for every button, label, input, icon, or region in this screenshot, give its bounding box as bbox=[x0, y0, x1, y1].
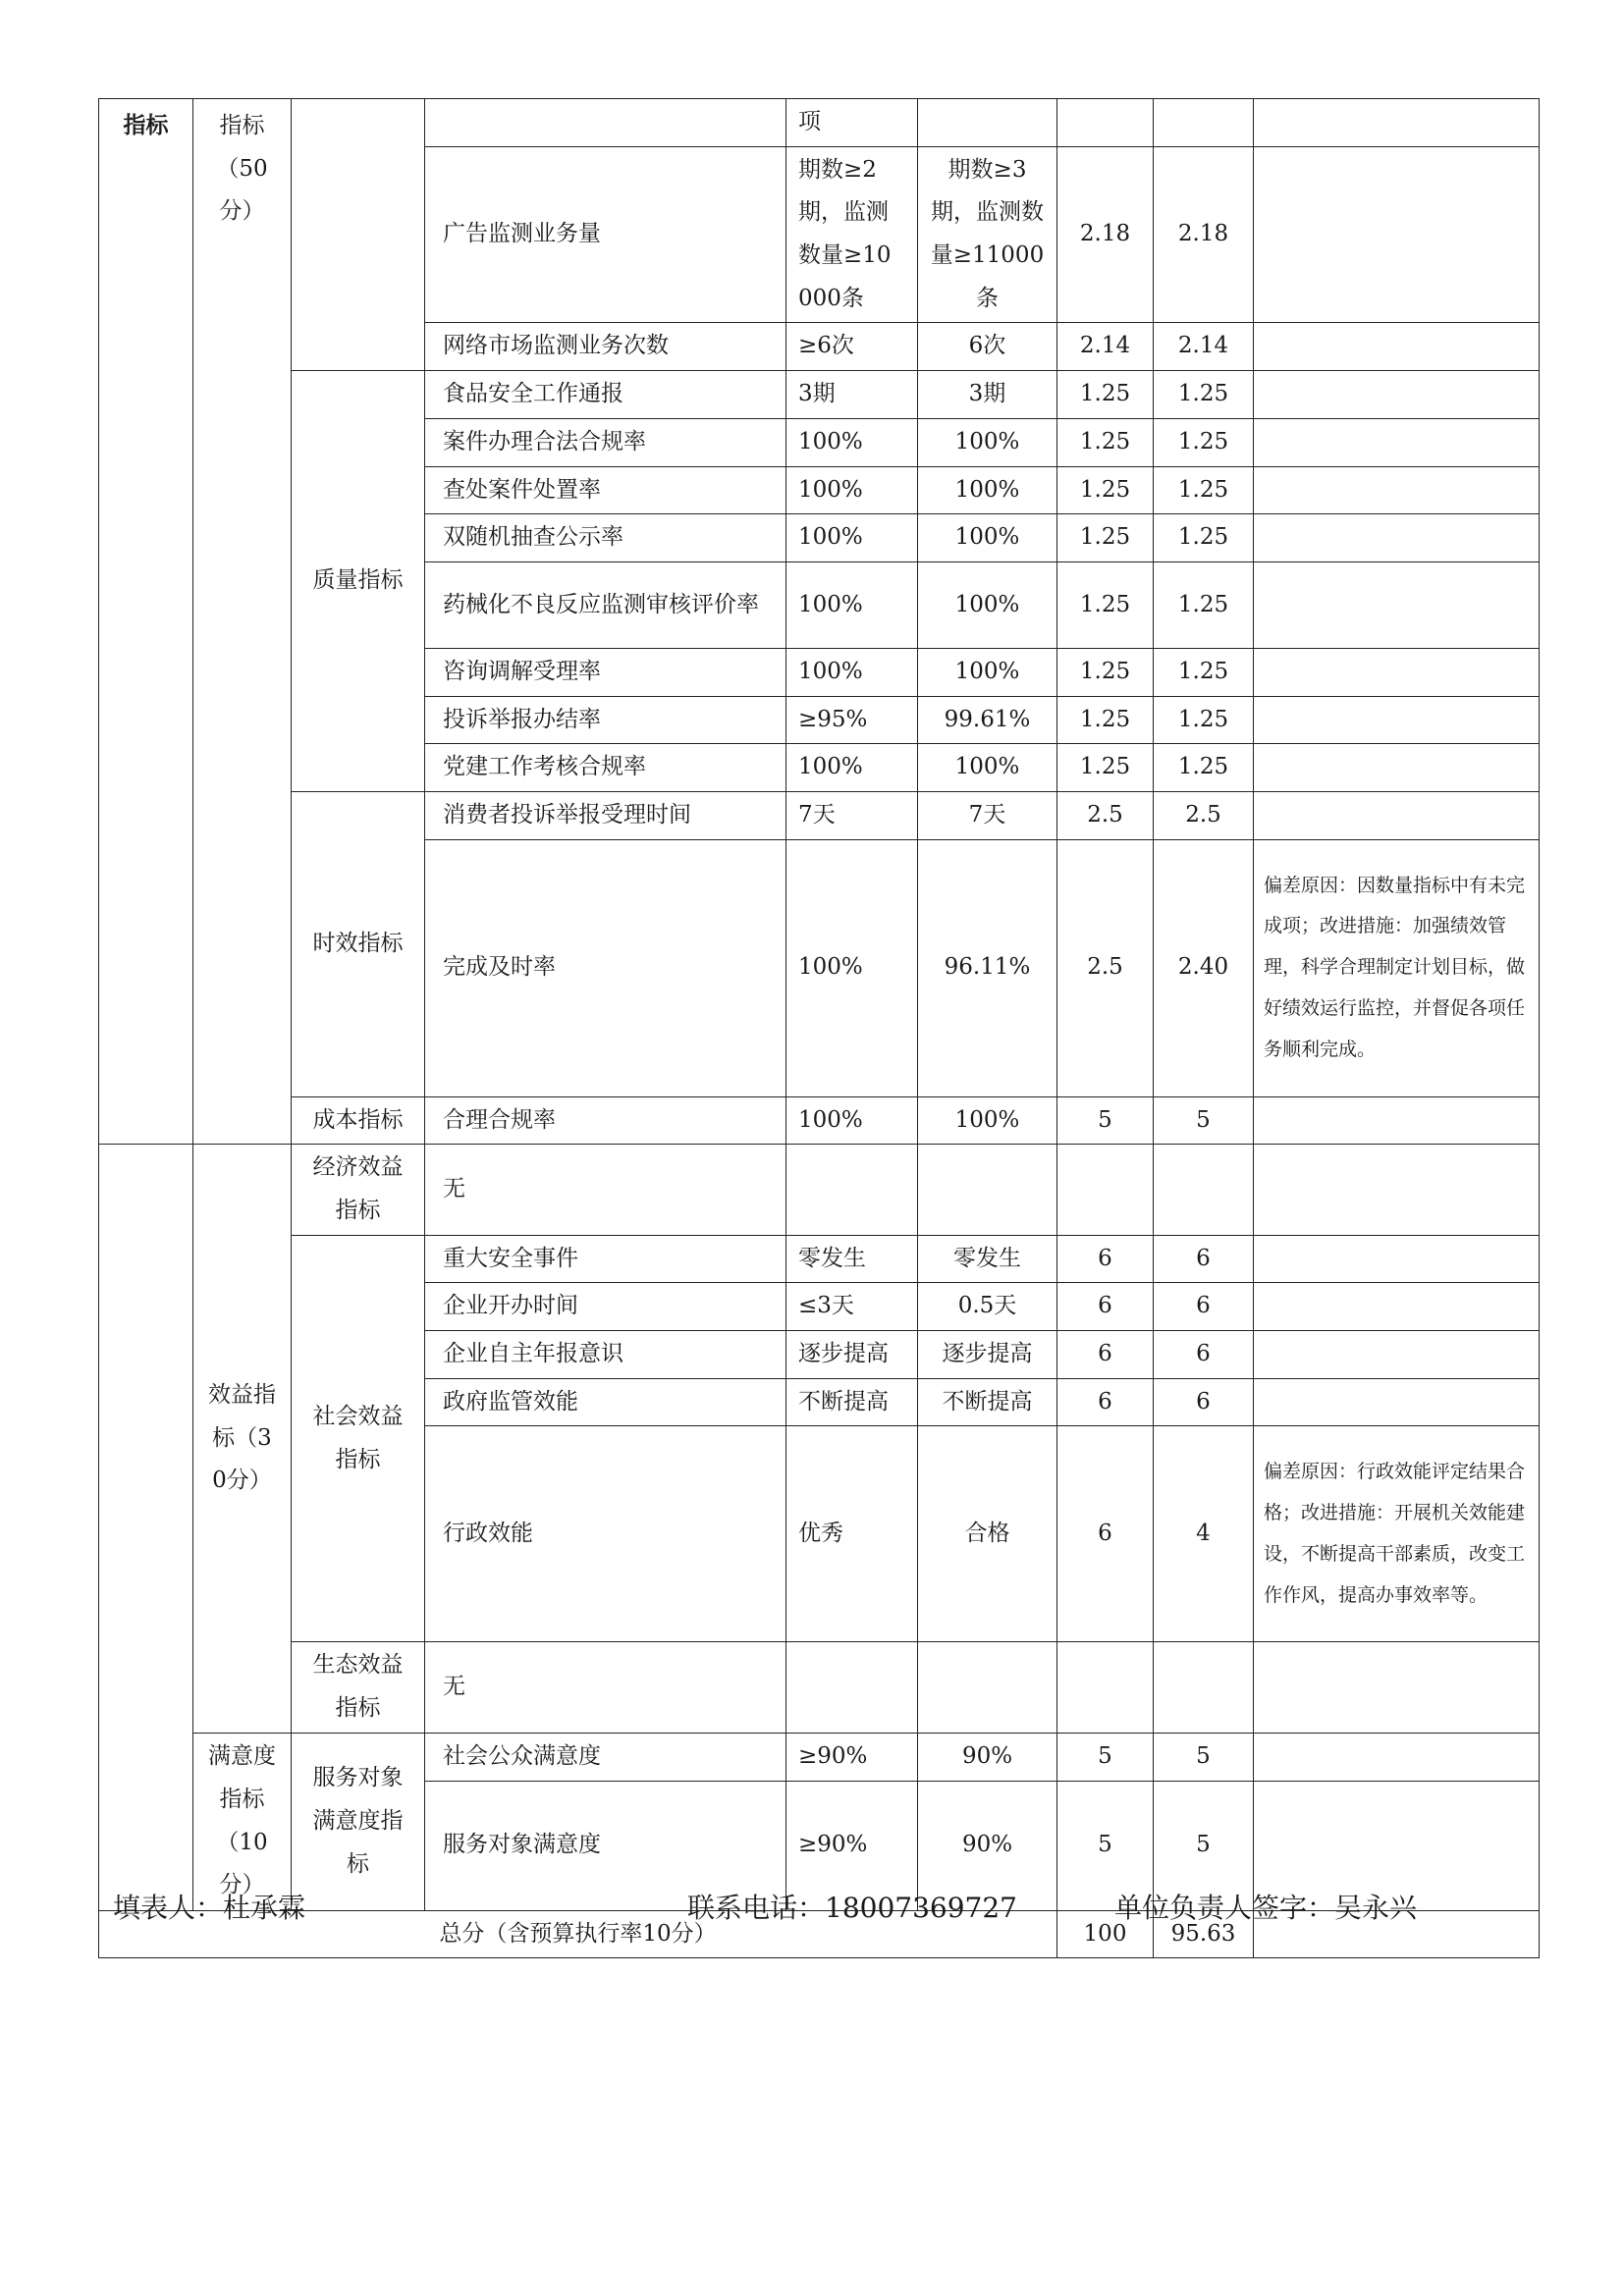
target-value: 零发生 bbox=[786, 1235, 918, 1283]
target-value: 100% bbox=[786, 514, 918, 562]
table-row bbox=[99, 1733, 1540, 1781]
indicator-name: 无 bbox=[425, 1145, 786, 1235]
note-cell bbox=[1254, 466, 1540, 514]
table-row bbox=[99, 1096, 1540, 1145]
indicator-name: 食品安全工作通报 bbox=[425, 371, 786, 419]
note-cell bbox=[1254, 696, 1540, 744]
indicator-name: 政府监管效能 bbox=[425, 1378, 786, 1426]
actual-value: 100% bbox=[918, 418, 1057, 466]
cost-indicator-label: 成本指标 bbox=[292, 1096, 425, 1145]
target-value bbox=[786, 1145, 918, 1235]
table-row bbox=[99, 1235, 1540, 1283]
note-cell bbox=[1254, 514, 1540, 562]
score-value: 6 bbox=[1154, 1331, 1254, 1379]
actual-value bbox=[918, 99, 1057, 147]
score-value: 1.25 bbox=[1154, 466, 1254, 514]
score-value: 6 bbox=[1154, 1378, 1254, 1426]
note-cell bbox=[1254, 1733, 1540, 1781]
performance-table bbox=[98, 98, 1540, 1958]
note-cell bbox=[1254, 1378, 1540, 1426]
note-cell bbox=[1254, 1283, 1540, 1331]
score-value: 6 bbox=[1154, 1235, 1254, 1283]
form-footer bbox=[113, 1887, 1527, 1926]
target-value: 3期 bbox=[786, 371, 918, 419]
indicator-name: 查处案件处置率 bbox=[425, 466, 786, 514]
weight-value: 1.25 bbox=[1057, 466, 1154, 514]
table-row bbox=[99, 791, 1540, 839]
actual-value: 零发生 bbox=[918, 1235, 1057, 1283]
note-cell bbox=[1254, 1145, 1540, 1235]
score-value: 4 bbox=[1154, 1426, 1254, 1642]
indicator-name: 合理合规率 bbox=[425, 1096, 786, 1145]
actual-value: 90% bbox=[918, 1733, 1057, 1781]
target-value: 100% bbox=[786, 648, 918, 696]
score-value: 1.25 bbox=[1154, 696, 1254, 744]
target-value: ≥6次 bbox=[786, 323, 918, 371]
weight-value: 1.25 bbox=[1057, 696, 1154, 744]
weight-value: 6 bbox=[1057, 1331, 1154, 1379]
target-value: 100% bbox=[786, 466, 918, 514]
target-value: 7天 bbox=[786, 791, 918, 839]
indicator-name: 咨询调解受理率 bbox=[425, 648, 786, 696]
score-value: 2.14 bbox=[1154, 323, 1254, 371]
deviation-note: 偏差原因：因数量指标中有未完成项；改进措施：加强绩效管理，科学合理制定计划目标，做好绩效运行监控，并督促各项任务顺利完成。 bbox=[1254, 839, 1540, 1096]
actual-value bbox=[918, 1642, 1057, 1733]
indicator-name: 社会公众满意度 bbox=[425, 1733, 786, 1781]
weight-value: 1.25 bbox=[1057, 648, 1154, 696]
actual-value bbox=[918, 1145, 1057, 1235]
score-value bbox=[1154, 99, 1254, 147]
indicator-name: 服务对象满意度 bbox=[425, 1781, 786, 1910]
actual-value: 100% bbox=[918, 561, 1057, 648]
actual-value: 不断提高 bbox=[918, 1378, 1057, 1426]
ecological-benefit-label: 生态效益指标 bbox=[292, 1642, 425, 1733]
score-value: 2.40 bbox=[1154, 839, 1254, 1096]
total-label: 总分（含预算执行率10分） bbox=[99, 1910, 1057, 1958]
note-cell bbox=[1254, 323, 1540, 371]
social-benefit-label: 社会效益指标 bbox=[292, 1235, 425, 1642]
contact-phone: 联系电话：18007369727 bbox=[687, 1892, 1017, 1924]
note-cell bbox=[1254, 371, 1540, 419]
note-cell bbox=[1254, 1235, 1540, 1283]
satisfaction-indicator-label: 满意度指标（10分） bbox=[193, 1733, 292, 1910]
note-cell bbox=[1254, 99, 1540, 147]
actual-value: 0.5天 bbox=[918, 1283, 1057, 1331]
score-value: 6 bbox=[1154, 1283, 1254, 1331]
actual-value: 100% bbox=[918, 514, 1057, 562]
actual-value: 逐步提高 bbox=[918, 1331, 1057, 1379]
note-cell bbox=[1254, 791, 1540, 839]
quality-indicator-label: 质量指标 bbox=[292, 371, 425, 792]
indicator-name: 行政效能 bbox=[425, 1426, 786, 1642]
weight-value: 6 bbox=[1057, 1283, 1154, 1331]
score-value bbox=[1154, 1145, 1254, 1235]
target-value: ≥95% bbox=[786, 696, 918, 744]
target-value: 100% bbox=[786, 561, 918, 648]
actual-value: 100% bbox=[918, 466, 1057, 514]
score-value: 1.25 bbox=[1154, 418, 1254, 466]
actual-value: 6次 bbox=[918, 323, 1057, 371]
target-value: 100% bbox=[786, 839, 918, 1096]
weight-value: 5 bbox=[1057, 1733, 1154, 1781]
score-value: 1.25 bbox=[1154, 371, 1254, 419]
score-value: 1.25 bbox=[1154, 514, 1254, 562]
service-satisfaction-label: 服务对象满意度指标 bbox=[292, 1733, 425, 1910]
target-value: 不断提高 bbox=[786, 1378, 918, 1426]
score-value: 5 bbox=[1154, 1781, 1254, 1910]
output-indicator-label: 指标（50分） bbox=[193, 99, 292, 1145]
indicator-name: 广告监测业务量 bbox=[425, 146, 786, 323]
indicator-name: 党建工作考核合规率 bbox=[425, 744, 786, 792]
indicator-name bbox=[425, 99, 786, 147]
total-score: 95.63 bbox=[1154, 1910, 1254, 1958]
actual-value: 3期 bbox=[918, 371, 1057, 419]
note-cell bbox=[1254, 418, 1540, 466]
score-value: 2.5 bbox=[1154, 791, 1254, 839]
note-cell bbox=[1254, 1096, 1540, 1145]
score-value: 1.25 bbox=[1154, 648, 1254, 696]
note-cell bbox=[1254, 1642, 1540, 1733]
target-value: 100% bbox=[786, 1096, 918, 1145]
indicator-name: 投诉举报办结率 bbox=[425, 696, 786, 744]
target-value: 100% bbox=[786, 418, 918, 466]
table-row bbox=[99, 371, 1540, 419]
indicator-name: 网络市场监测业务次数 bbox=[425, 323, 786, 371]
score-value: 2.18 bbox=[1154, 146, 1254, 323]
indicator-name: 消费者投诉举报受理时间 bbox=[425, 791, 786, 839]
target-value: ≥90% bbox=[786, 1733, 918, 1781]
target-value bbox=[786, 1642, 918, 1733]
note-cell bbox=[1254, 146, 1540, 323]
indicator-name: 企业开办时间 bbox=[425, 1283, 786, 1331]
weight-value: 2.14 bbox=[1057, 323, 1154, 371]
weight-value bbox=[1057, 1642, 1154, 1733]
indicator-name: 重大安全事件 bbox=[425, 1235, 786, 1283]
score-value: 1.25 bbox=[1154, 744, 1254, 792]
benefit-indicator-label: 效益指标（30分） bbox=[193, 1145, 292, 1734]
weight-value: 5 bbox=[1057, 1096, 1154, 1145]
level1-label: 指标 bbox=[99, 99, 193, 1145]
actual-value: 100% bbox=[918, 648, 1057, 696]
target-value: ≥90% bbox=[786, 1781, 918, 1910]
actual-value: 90% bbox=[918, 1781, 1057, 1910]
level1-blank bbox=[99, 1145, 193, 1910]
weight-value: 1.25 bbox=[1057, 371, 1154, 419]
economic-benefit-label: 经济效益指标 bbox=[292, 1145, 425, 1235]
table-row bbox=[99, 1145, 1540, 1235]
target-value: 项 bbox=[786, 99, 918, 147]
indicator-name: 完成及时率 bbox=[425, 839, 786, 1096]
unit-head-signature: 单位负责人签字：吴永兴 bbox=[1114, 1892, 1418, 1924]
weight-value: 1.25 bbox=[1057, 514, 1154, 562]
actual-value: 99.61% bbox=[918, 696, 1057, 744]
indicator-name: 双随机抽查公示率 bbox=[425, 514, 786, 562]
note-cell bbox=[1254, 561, 1540, 648]
weight-value bbox=[1057, 1145, 1154, 1235]
weight-value: 6 bbox=[1057, 1235, 1154, 1283]
indicator-name: 无 bbox=[425, 1642, 786, 1733]
indicator-name: 案件办理合法合规率 bbox=[425, 418, 786, 466]
target-value: 逐步提高 bbox=[786, 1331, 918, 1379]
actual-value: 96.11% bbox=[918, 839, 1057, 1096]
timeliness-indicator-label: 时效指标 bbox=[292, 791, 425, 1096]
target-value: 优秀 bbox=[786, 1426, 918, 1642]
total-weight: 100 bbox=[1057, 1910, 1154, 1958]
weight-value: 2.18 bbox=[1057, 146, 1154, 323]
actual-value: 100% bbox=[918, 1096, 1057, 1145]
actual-value: 期数≥3期，监测数量≥11000条 bbox=[918, 146, 1057, 323]
target-value: 100% bbox=[786, 744, 918, 792]
deviation-note: 偏差原因：行政效能评定结果合格；改进措施：开展机关效能建设，不断提高干部素质，改变工作作风，提高办事效率等。 bbox=[1254, 1426, 1540, 1642]
quantity-indicator-label bbox=[292, 99, 425, 371]
score-value: 5 bbox=[1154, 1733, 1254, 1781]
weight-value: 2.5 bbox=[1057, 791, 1154, 839]
weight-value: 6 bbox=[1057, 1378, 1154, 1426]
indicator-name: 企业自主年报意识 bbox=[425, 1331, 786, 1379]
weight-value: 2.5 bbox=[1057, 839, 1154, 1096]
weight-value bbox=[1057, 99, 1154, 147]
actual-value: 100% bbox=[918, 744, 1057, 792]
note-cell bbox=[1254, 1331, 1540, 1379]
weight-value: 1.25 bbox=[1057, 744, 1154, 792]
note-cell bbox=[1254, 648, 1540, 696]
indicator-name: 药械化不良反应监测审核评价率 bbox=[425, 561, 786, 648]
weight-value: 6 bbox=[1057, 1426, 1154, 1642]
weight-value: 1.25 bbox=[1057, 561, 1154, 648]
weight-value: 1.25 bbox=[1057, 418, 1154, 466]
note-cell bbox=[1254, 744, 1540, 792]
actual-value: 7天 bbox=[918, 791, 1057, 839]
score-value: 1.25 bbox=[1154, 561, 1254, 648]
actual-value: 合格 bbox=[918, 1426, 1057, 1642]
weight-value: 5 bbox=[1057, 1781, 1154, 1910]
target-value: ≤3天 bbox=[786, 1283, 918, 1331]
score-value: 5 bbox=[1154, 1096, 1254, 1145]
filler-name: 填表人：杜承霖 bbox=[113, 1892, 306, 1924]
target-value: 期数≥2期，监测数量≥10000条 bbox=[786, 146, 918, 323]
table-row bbox=[99, 1642, 1540, 1733]
score-value bbox=[1154, 1642, 1254, 1733]
table-row bbox=[99, 99, 1540, 147]
